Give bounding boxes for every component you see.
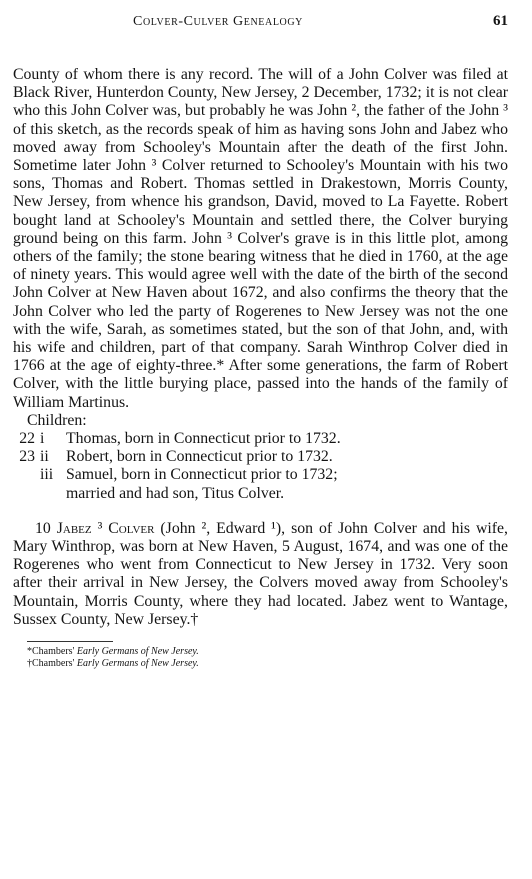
child-text [66, 448, 508, 466]
child-number: 22 [19, 430, 35, 448]
child-text [66, 466, 508, 502]
paragraph-john-colver: County of whom there is any record. The will of a John Colver was filed at Black River, Hunterdon County, New Jersey, 2 December, 1732; it is not clear who this John Colver was, but probably he was John ², the father of the John ³ of this sketch, as the records speak of him as having sons John and Jabez who moved away from Schooley's Mountain after the death of the first John. Sometime later John ³ Colver returned to Schooley's Mountain with his two sons, Thomas and Robert. Thomas settled in Drakestown, Morris County, New Jersey, from whence his grandson, David, moved to La Fayette. Robert bought land at Schooley's Mountain and settled there, the Colver burying ground being on this farm. John ³ Colver's grave is in this little plot, among others of the family; the stone bearing witness that he died in 1760, at the age of ninety years. This would agree well with the date of the birth of the second John Colver at New Haven about 1672, and also confirms the theory that the John Colver who led the party of Rogerenes to New Jersey was not the one with the wife, Sarah, as sometimes stated, but the son of that John, and, with his wife and children, part of that company. Sarah Winthrop Colver died in 1766 at the age of eighty-three.* After some generations, the farm of Robert Colver, with the little burying place, passed into the hands of the family of William Martinus. [13, 66, 508, 411]
child-roman: iii [40, 466, 54, 484]
footnote [27, 658, 508, 670]
entry-text: (John ², Edward ¹), son of John Colver and his wife, Mary Winthrop, was born at New Haven, 5 August, 1674, and was one of the Rogerenes who went from Connecticut to New Jersey in 1732. Very soon after their arrival in New Jersey, the Colvers moved away from Schooley's Mountain, Morris County, where they had located. Jabez went to Wantage, Sussex County, New Jersey.† [13, 519, 508, 628]
entry-name: Jabez ³ Colver [56, 519, 155, 537]
child-text-line: Thomas, born in Connecticut prior to 1732. [66, 430, 341, 448]
child-number: 23 [19, 448, 35, 466]
child-text-continuation: married and had son, Titus Colver. [66, 484, 285, 502]
entry-number: 10 [35, 519, 51, 537]
section-gap [13, 503, 508, 520]
footnotes [27, 641, 508, 670]
child-text-line: Robert, born in Connecticut prior to 1732. [66, 448, 333, 466]
page-number: 61 [493, 13, 508, 29]
footnote-title: Early Germans of New Jersey. [76, 658, 199, 670]
running-title: Colver-Culver Genealogy [133, 14, 304, 29]
footnote-rule [27, 641, 113, 642]
child-entry [13, 448, 508, 466]
footnote-mark: † [27, 658, 32, 670]
page-header [13, 12, 508, 40]
child-entry [13, 466, 508, 502]
children-label: Children: [27, 411, 87, 429]
footnote-prefix: Chambers' [32, 646, 77, 658]
child-text [66, 430, 508, 448]
child-text-line: Samuel, born in Connecticut prior to 1732; [66, 466, 338, 484]
child-entry [13, 430, 508, 448]
footnote-prefix: Chambers' [32, 658, 77, 670]
child-roman: i [40, 430, 45, 448]
footnote [27, 646, 508, 658]
footnote-mark: * [27, 646, 32, 658]
paragraph-jabez-colver [13, 520, 508, 629]
child-roman: ii [40, 448, 49, 466]
footnote-title: Early Germans of New Jersey. [76, 646, 199, 658]
